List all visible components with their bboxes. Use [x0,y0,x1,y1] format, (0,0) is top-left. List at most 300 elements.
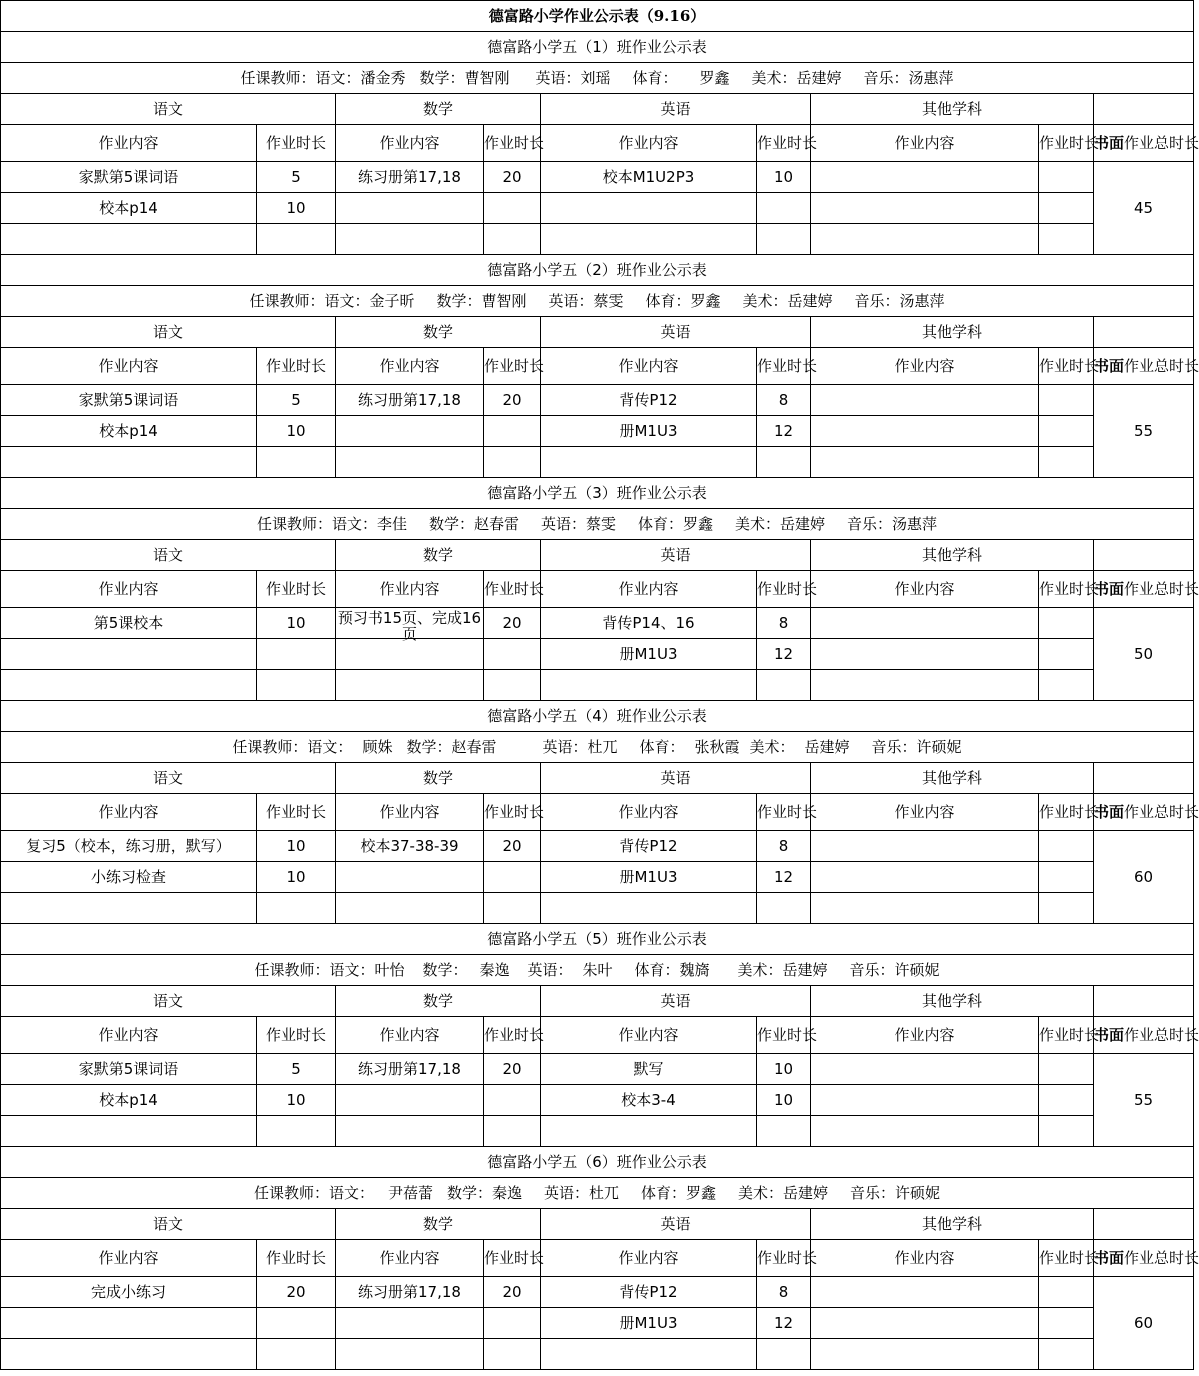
total-header-rest: 作业总时长 [1124,579,1199,598]
other-content-cell [811,608,1039,639]
teacher-entry: 数学：赵春雷 [406,737,497,756]
math-duration-cell [484,447,541,478]
content-header: 作业内容 [336,348,484,385]
duration-header: 作业时长 [257,1017,336,1054]
subject-math-header: 数学 [336,317,541,348]
math-duration-cell [484,862,541,893]
math-duration-cell [484,639,541,670]
math-content-cell: 练习册第17,18 [336,385,484,416]
teacher-entry: 美术：岳建婷 [738,1183,829,1202]
english-duration-cell [757,193,811,224]
teacher-entry: 数学：曹智刚 [436,291,527,310]
total-header-bold: 书面 [1094,1025,1125,1044]
chinese-content-cell: 完成小练习 [1,1277,257,1308]
english-duration-cell [757,670,811,701]
english-content-cell [541,1339,757,1370]
subject-english-header: 英语 [541,94,811,125]
english-content-cell [541,1116,757,1147]
content-header: 作业内容 [1,348,257,385]
chinese-content-cell [1,670,257,701]
math-content-cell: 练习册第17,18 [336,1054,484,1085]
total-header-bold: 书面 [1094,133,1125,152]
class-title: 德富路小学五（4）班作业公示表 [1,701,1194,732]
teacher-list [1,286,1194,317]
chinese-duration-cell: 5 [257,385,336,416]
teacher-entry: 张秋霞 [694,737,740,756]
teacher-entry: 美术： [749,737,795,756]
blank-header-cell [1094,317,1194,348]
other-content-cell [811,639,1039,670]
teacher-entry: 朱叶 [582,960,613,979]
chinese-content-cell: 第5课校本 [1,608,257,639]
other-duration-cell [1039,162,1094,193]
other-duration-cell [1039,639,1094,670]
chinese-content-cell: 校本p14 [1,1085,257,1116]
english-content-cell [541,447,757,478]
content-header: 作业内容 [541,1240,757,1277]
other-content-cell [811,447,1039,478]
english-duration-cell: 10 [757,1054,811,1085]
content-header: 作业内容 [1,1017,257,1054]
subject-other-header: 其他学科 [811,1209,1094,1240]
other-duration-cell [1039,447,1094,478]
math-content-text: 预习书15页、完成16页 [337,609,482,643]
chinese-duration-cell: 10 [257,416,336,447]
chinese-duration-cell: 10 [257,1085,336,1116]
chinese-duration-cell [257,1116,336,1147]
teacher-entry: 英语：杜兀 [543,1183,619,1202]
subject-chinese-header: 语文 [1,763,336,794]
duration-header: 作业时长 [1039,348,1094,385]
duration-header: 作业时长 [1039,125,1094,162]
math-content-cell [336,193,484,224]
content-header: 作业内容 [811,794,1039,831]
class-title: 德富路小学五（1）班作业公示表 [1,32,1194,63]
duration-header: 作业时长 [257,348,336,385]
teacher-entry: 体育： [639,737,685,756]
math-content-cell [336,1308,484,1339]
content-header: 作业内容 [541,125,757,162]
math-duration-cell: 20 [484,1054,541,1085]
duration-header: 作业时长 [757,348,811,385]
content-header: 作业内容 [1,1240,257,1277]
class-title: 德富路小学五（3）班作业公示表 [1,478,1194,509]
chinese-content-cell: 家默第5课词语 [1,385,257,416]
content-header: 作业内容 [811,125,1039,162]
total-duration-header [1094,571,1199,608]
other-content-cell [811,1277,1039,1308]
duration-header: 作业时长 [1039,571,1094,608]
subject-other-header: 其他学科 [811,540,1094,571]
other-duration-cell [1039,385,1094,416]
math-duration-cell [484,1339,541,1370]
teacher-entry: 英语： [527,960,573,979]
other-content-cell [811,862,1039,893]
teacher-entry: 罗鑫 [699,68,730,87]
other-duration-cell [1039,224,1094,255]
chinese-duration-cell [257,1339,336,1370]
other-duration-cell [1039,893,1094,924]
other-content-cell [811,1085,1039,1116]
subject-english-header: 英语 [541,763,811,794]
other-content-cell [811,1054,1039,1085]
teacher-list [1,955,1194,986]
other-duration-cell [1039,1054,1094,1085]
content-header: 作业内容 [541,571,757,608]
math-duration-cell: 20 [484,162,541,193]
teacher-entry: 英语：蔡雯 [540,514,616,533]
duration-header: 作业时长 [257,1240,336,1277]
teacher-entry: 体育：魏旖 [634,960,710,979]
other-duration-cell [1039,862,1094,893]
chinese-duration-cell [257,670,336,701]
teacher-entry: 体育：罗鑫 [645,291,721,310]
subject-math-header: 数学 [336,94,541,125]
teacher-entry: 顾姝 [362,737,393,756]
teacher-entry: 任课教师：语文：潘金秀 [240,68,406,87]
duration-header: 作业时长 [757,571,811,608]
english-content-cell: 册M1U3 [541,639,757,670]
english-duration-cell: 8 [757,831,811,862]
teacher-entry: 英语：杜兀 [542,737,618,756]
chinese-content-cell: 复习5（校本，练习册，默写） [1,831,257,862]
other-content-cell [811,162,1039,193]
total-duration-header [1094,348,1199,385]
total-duration-value: 60 [1094,1277,1194,1370]
content-header: 作业内容 [541,348,757,385]
teacher-list [1,1178,1194,1209]
chinese-content-cell [1,1339,257,1370]
teacher-entry: 任课教师：语文： [232,737,353,756]
math-duration-cell [484,1116,541,1147]
other-duration-cell [1039,608,1094,639]
subject-chinese-header: 语文 [1,317,336,348]
english-duration-cell: 8 [757,608,811,639]
total-header-bold: 书面 [1094,356,1125,375]
math-content-cell [336,639,484,670]
content-header: 作业内容 [336,571,484,608]
teacher-list [1,63,1194,94]
subject-chinese-header: 语文 [1,986,336,1017]
total-header-rest: 作业总时长 [1124,133,1199,152]
math-content-cell: 练习册第17,18 [336,162,484,193]
total-header-rest: 作业总时长 [1124,802,1199,821]
english-content-cell: 背传P12 [541,385,757,416]
chinese-duration-cell [257,224,336,255]
content-header: 作业内容 [541,1017,757,1054]
total-duration-value: 55 [1094,1054,1194,1147]
duration-header: 作业时长 [484,1240,541,1277]
duration-header: 作业时长 [757,1017,811,1054]
english-content-cell: 册M1U3 [541,416,757,447]
duration-header: 作业时长 [757,794,811,831]
total-header-rest: 作业总时长 [1124,356,1199,375]
teacher-entry: 美术：岳建婷 [751,68,842,87]
teacher-entry: 刘瑶 [580,68,611,87]
chinese-duration-cell [257,1308,336,1339]
teacher-entry: 音乐：许硕妮 [849,960,940,979]
other-content-cell [811,416,1039,447]
math-content-cell [336,893,484,924]
english-content-cell [541,670,757,701]
teacher-list [1,509,1194,540]
english-content-cell [541,193,757,224]
content-header: 作业内容 [336,125,484,162]
duration-header: 作业时长 [1039,1240,1094,1277]
chinese-duration-cell: 5 [257,162,336,193]
english-content-cell: 册M1U3 [541,862,757,893]
math-content-cell [336,224,484,255]
other-content-cell [811,224,1039,255]
teacher-entry: 体育：罗鑫 [638,514,714,533]
duration-header: 作业时长 [257,571,336,608]
subject-other-header: 其他学科 [811,94,1094,125]
subject-math-header: 数学 [336,540,541,571]
duration-header: 作业时长 [257,794,336,831]
total-header-bold: 书面 [1094,1248,1125,1267]
math-duration-cell: 20 [484,1277,541,1308]
content-header: 作业内容 [1,794,257,831]
teacher-entry: 任课教师：语文：李佳 [256,514,407,533]
chinese-content-cell [1,893,257,924]
content-header: 作业内容 [1,125,257,162]
duration-header: 作业时长 [484,794,541,831]
math-content-cell [336,608,484,643]
english-duration-cell: 10 [757,1085,811,1116]
teacher-entry: 岳建婷 [804,737,850,756]
english-content-cell: 默写 [541,1054,757,1085]
content-header: 作业内容 [1,571,257,608]
english-duration-cell: 12 [757,862,811,893]
other-content-cell [811,385,1039,416]
math-content-cell: 校本37-38-39 [336,831,484,862]
other-duration-cell [1039,1339,1094,1370]
content-header: 作业内容 [811,1240,1039,1277]
teacher-entry: 英语：蔡雯 [548,291,624,310]
chinese-duration-cell: 10 [257,608,336,639]
math-content-cell [336,1116,484,1147]
total-header-bold: 书面 [1094,579,1125,598]
duration-header: 作业时长 [484,571,541,608]
teacher-entry: 数学：秦逸 [446,1183,522,1202]
total-duration-value: 50 [1094,608,1194,701]
teacher-entry: 任课教师：语文：叶怡 [254,960,405,979]
chinese-duration-cell: 20 [257,1277,336,1308]
teacher-entry: 音乐：汤惠萍 [854,291,945,310]
math-duration-cell [484,416,541,447]
math-duration-cell: 20 [484,831,541,862]
math-duration-cell [484,224,541,255]
english-content-cell: 背传P12 [541,831,757,862]
english-duration-cell: 8 [757,1277,811,1308]
subject-other-header: 其他学科 [811,986,1094,1017]
teacher-entry: 英语： [535,68,581,87]
teacher-entry: 美术：岳建婷 [742,291,833,310]
english-duration-cell: 12 [757,639,811,670]
other-duration-cell [1039,1085,1094,1116]
english-duration-cell: 12 [757,1308,811,1339]
math-duration-cell [484,1085,541,1116]
content-header: 作业内容 [811,1017,1039,1054]
subject-chinese-header: 语文 [1,1209,336,1240]
total-header-rest: 作业总时长 [1124,1248,1199,1267]
teacher-entry: 尹蓓蕾 [387,1183,433,1202]
total-header-rest: 作业总时长 [1124,1025,1199,1044]
english-duration-cell [757,1116,811,1147]
subject-math-header: 数学 [336,1209,541,1240]
blank-header-cell [1094,540,1194,571]
chinese-content-cell: 校本p14 [1,193,257,224]
class-title: 德富路小学五（2）班作业公示表 [1,255,1194,286]
teacher-entry: 数学：赵春雷 [428,514,519,533]
subject-math-header: 数学 [336,763,541,794]
content-header: 作业内容 [336,1017,484,1054]
other-content-cell [811,1339,1039,1370]
chinese-duration-cell: 10 [257,862,336,893]
subject-english-header: 英语 [541,1209,811,1240]
teacher-entry: 体育：罗鑫 [641,1183,717,1202]
duration-header: 作业时长 [484,1017,541,1054]
math-duration-cell: 20 [484,385,541,416]
math-duration-cell [484,893,541,924]
english-duration-cell: 8 [757,385,811,416]
math-content-cell: 练习册第17,18 [336,1277,484,1308]
math-duration-cell: 20 [484,608,541,639]
blank-header-cell [1094,1209,1194,1240]
content-header: 作业内容 [811,348,1039,385]
total-duration-value: 60 [1094,831,1194,924]
math-content-cell [336,447,484,478]
duration-header: 作业时长 [1039,794,1094,831]
chinese-duration-cell [257,447,336,478]
subject-english-header: 英语 [541,986,811,1017]
chinese-content-cell [1,639,257,670]
total-duration-header [1094,1017,1199,1054]
chinese-content-cell [1,447,257,478]
subject-other-header: 其他学科 [811,317,1094,348]
math-content-cell [336,416,484,447]
english-content-cell: 册M1U3 [541,1308,757,1339]
chinese-duration-cell [257,639,336,670]
math-content-cell [336,862,484,893]
blank-header-cell [1094,986,1194,1017]
chinese-duration-cell: 5 [257,1054,336,1085]
subject-chinese-header: 语文 [1,540,336,571]
content-header: 作业内容 [811,571,1039,608]
subject-english-header: 英语 [541,317,811,348]
content-header: 作业内容 [336,794,484,831]
english-content-cell: 背传P14、16 [541,608,757,639]
chinese-content-cell [1,1116,257,1147]
chinese-content-cell: 小练习检查 [1,862,257,893]
subject-chinese-header: 语文 [1,94,336,125]
teacher-entry: 音乐：许硕妮 [871,737,962,756]
chinese-content-cell: 家默第5课词语 [1,1054,257,1085]
total-duration-header [1094,125,1199,162]
other-duration-cell [1039,1277,1094,1308]
teacher-entry: 美术：岳建婷 [737,960,828,979]
english-content-cell: 校本M1U2P3 [541,162,757,193]
chinese-content-cell: 家默第5课词语 [1,162,257,193]
teacher-entry: 体育： [632,68,678,87]
other-content-cell [811,1308,1039,1339]
teacher-entry: 音乐：汤惠萍 [847,514,938,533]
other-duration-cell [1039,416,1094,447]
teacher-entry: 任课教师：语文：金子昕 [249,291,415,310]
math-duration-cell [484,193,541,224]
duration-header: 作业时长 [484,348,541,385]
english-duration-cell [757,224,811,255]
class-title: 德富路小学五（6）班作业公示表 [1,1147,1194,1178]
english-content-cell [541,224,757,255]
other-content-cell [811,193,1039,224]
english-duration-cell: 12 [757,416,811,447]
other-duration-cell [1039,1116,1094,1147]
total-duration-header [1094,794,1199,831]
chinese-content-cell [1,1308,257,1339]
other-duration-cell [1039,831,1094,862]
subject-other-header: 其他学科 [811,763,1094,794]
chinese-duration-cell: 10 [257,193,336,224]
total-duration-value: 45 [1094,162,1194,255]
duration-header: 作业时长 [757,125,811,162]
math-content-cell [336,1339,484,1370]
subject-math-header: 数学 [336,986,541,1017]
teacher-entry: 数学：曹智刚 [419,68,510,87]
teacher-list [1,732,1194,763]
other-content-cell [811,831,1039,862]
teacher-entry: 秦逸 [479,960,510,979]
chinese-content-cell [1,224,257,255]
duration-header: 作业时长 [257,125,336,162]
english-duration-cell: 10 [757,162,811,193]
teacher-entry: 美术：岳建婷 [735,514,826,533]
duration-header: 作业时长 [484,125,541,162]
class-title: 德富路小学五（5）班作业公示表 [1,924,1194,955]
blank-header-cell [1094,763,1194,794]
blank-header-cell [1094,94,1194,125]
teacher-entry: 音乐：许硕妮 [850,1183,941,1202]
chinese-content-cell: 校本p14 [1,416,257,447]
total-header-bold: 书面 [1094,802,1125,821]
other-duration-cell [1039,1308,1094,1339]
english-content-cell: 背传P12 [541,1277,757,1308]
math-content-cell [336,670,484,701]
duration-header: 作业时长 [1039,1017,1094,1054]
chinese-duration-cell [257,893,336,924]
teacher-entry: 数学： [422,960,468,979]
page-title: 德富路小学作业公示表（9.16） [1,1,1194,32]
content-header: 作业内容 [336,1240,484,1277]
math-content-cell [336,1085,484,1116]
other-content-cell [811,893,1039,924]
teacher-entry: 任课教师：语文： [253,1183,374,1202]
other-content-cell [811,670,1039,701]
math-duration-cell [484,1308,541,1339]
math-duration-cell [484,670,541,701]
content-header: 作业内容 [541,794,757,831]
teacher-entry: 音乐：汤惠萍 [863,68,954,87]
other-content-cell [811,1116,1039,1147]
total-duration-header [1094,1240,1199,1277]
english-duration-cell [757,447,811,478]
english-content-cell [541,893,757,924]
total-duration-value: 55 [1094,385,1194,478]
subject-english-header: 英语 [541,540,811,571]
english-duration-cell [757,893,811,924]
english-content-cell: 校本3-4 [541,1085,757,1116]
duration-header: 作业时长 [757,1240,811,1277]
